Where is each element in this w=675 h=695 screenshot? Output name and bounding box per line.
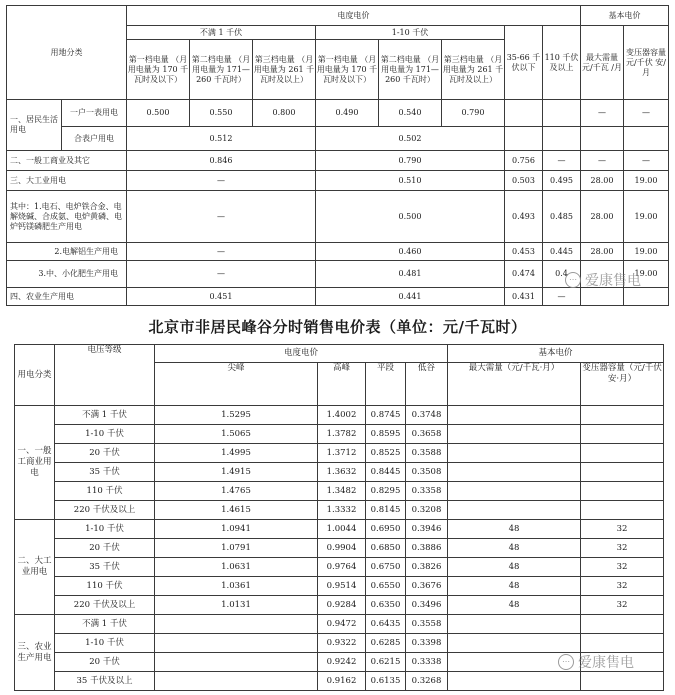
row-label: 其中：1.电石、电炉铁合金、电解烧碱、合成氨、电炉黄磷、电炉钙镁磷肥生产用电 bbox=[7, 191, 127, 243]
table-cell: 32 bbox=[581, 539, 664, 558]
table-cell: 0.3946 bbox=[406, 520, 448, 539]
table-row bbox=[15, 520, 664, 539]
table-cell: — bbox=[581, 151, 624, 171]
tier3-header: 第三档电量 （月用电量为 261 千瓦时及以上） bbox=[253, 40, 316, 100]
table-cell: 32 bbox=[581, 558, 664, 577]
table-cell: 0.9472 bbox=[318, 615, 366, 634]
table-cell: 48 bbox=[448, 539, 581, 558]
sharp-header: 尖峰 bbox=[155, 363, 318, 406]
table-cell: 19.00 bbox=[624, 243, 669, 261]
table-cell bbox=[505, 100, 543, 127]
table-cell: 0.6750 bbox=[366, 558, 406, 577]
table-cell: — bbox=[127, 171, 316, 191]
table-cell bbox=[543, 127, 581, 151]
table-cell bbox=[155, 672, 318, 691]
table-cell: 0.485 bbox=[543, 191, 581, 243]
watermark bbox=[558, 652, 634, 672]
table-cell bbox=[581, 482, 664, 501]
table-cell: 1.0044 bbox=[318, 520, 366, 539]
table-cell: — bbox=[543, 151, 581, 171]
table-cell: 32 bbox=[581, 520, 664, 539]
voltage-label: 不满 1 千伏 bbox=[55, 406, 155, 425]
page-title: 北京市非居民峰谷分时销售电价表（单位：元/千瓦时） bbox=[148, 318, 527, 336]
table-cell: 1.0361 bbox=[155, 577, 318, 596]
table-cell: 0.3496 bbox=[406, 596, 448, 615]
energy-price-header: 电度电价 bbox=[127, 6, 581, 26]
kv-35-66-header: 35-66 千伏以下 bbox=[505, 26, 543, 100]
table-cell: 48 bbox=[448, 520, 581, 539]
voltage-label: 1-10 千伏 bbox=[55, 520, 155, 539]
table-cell: 0.493 bbox=[505, 191, 543, 243]
tier2-header: 第二档电量 （月用电量为 171—260 千瓦时） bbox=[379, 40, 442, 100]
voltage-label: 110 千伏 bbox=[55, 577, 155, 596]
table-row bbox=[15, 482, 664, 501]
table-cell: 0.3676 bbox=[406, 577, 448, 596]
table-cell bbox=[581, 501, 664, 520]
table-cell: 0.8445 bbox=[366, 463, 406, 482]
category-label: 二、大工业用电 bbox=[15, 520, 55, 615]
table-cell bbox=[448, 634, 581, 653]
row-label: 3.中、小化肥生产用电 bbox=[7, 261, 127, 288]
table-cell: 0.431 bbox=[505, 288, 543, 306]
wechat-icon: ⋯ bbox=[565, 272, 581, 288]
table-cell: 0.8145 bbox=[366, 501, 406, 520]
table-cell bbox=[581, 463, 664, 482]
tier3-header: 第三档电量 （月用电量为 261 千瓦时及以上） bbox=[442, 40, 505, 100]
table-cell: 48 bbox=[448, 577, 581, 596]
table-cell: 0.512 bbox=[127, 127, 316, 151]
voltage-label: 220 千伏及以上 bbox=[55, 501, 155, 520]
voltage-label: 35 千伏 bbox=[55, 558, 155, 577]
table-cell: 0.3588 bbox=[406, 444, 448, 463]
table-cell: 1.5295 bbox=[155, 406, 318, 425]
table-cell: 1.4915 bbox=[155, 463, 318, 482]
table-row bbox=[15, 425, 664, 444]
category-label: 一、一般工商业用电 bbox=[15, 406, 55, 520]
table-cell bbox=[581, 288, 624, 306]
watermark-text: 爱康售电 bbox=[578, 655, 634, 671]
row-sublabel: 合表户用电 bbox=[62, 127, 127, 151]
table-row bbox=[15, 558, 664, 577]
table-cell: 19.00 bbox=[624, 171, 669, 191]
table-cell: 1.0941 bbox=[155, 520, 318, 539]
table-cell: — bbox=[127, 243, 316, 261]
table-cell: 0.481 bbox=[316, 261, 505, 288]
table-cell bbox=[543, 100, 581, 127]
table-cell: 48 bbox=[448, 558, 581, 577]
table-cell bbox=[581, 672, 664, 691]
table-row bbox=[15, 615, 664, 634]
voltage-label: 35 千伏 bbox=[55, 463, 155, 482]
voltage-label: 35 千伏及以上 bbox=[55, 672, 155, 691]
table-cell: 0.8525 bbox=[366, 444, 406, 463]
table-cell: 0.9284 bbox=[318, 596, 366, 615]
table-cell: 0.3358 bbox=[406, 482, 448, 501]
table-cell: 0.3886 bbox=[406, 539, 448, 558]
table-cell bbox=[581, 406, 664, 425]
tier1-header: 第一档电量 （月用电量为 170 千瓦时及以下） bbox=[316, 40, 379, 100]
table-cell: 0.9242 bbox=[318, 653, 366, 672]
table-cell: — bbox=[127, 261, 316, 288]
table-cell: 0.495 bbox=[543, 171, 581, 191]
table-cell: — bbox=[581, 100, 624, 127]
table-cell: 0.8295 bbox=[366, 482, 406, 501]
table-cell: 0.9322 bbox=[318, 634, 366, 653]
voltage-label: 20 千伏 bbox=[55, 539, 155, 558]
table-cell: 1.3782 bbox=[318, 425, 366, 444]
table-row bbox=[15, 444, 664, 463]
max-demand-header: 最大需量 元/千瓦 /月 bbox=[581, 26, 624, 100]
table-cell: 1.3482 bbox=[318, 482, 366, 501]
table-cell bbox=[581, 127, 624, 151]
table-cell: — bbox=[624, 151, 669, 171]
table-cell: 0.3658 bbox=[406, 425, 448, 444]
table-cell bbox=[448, 501, 581, 520]
land-use-header: 用地分类 bbox=[7, 6, 127, 100]
kv-1-10-header: 1-10 千伏 bbox=[316, 26, 505, 40]
voltage-label: 110 千伏 bbox=[55, 482, 155, 501]
table-cell: 19.00 bbox=[624, 191, 669, 243]
table-cell bbox=[581, 444, 664, 463]
energy-price-header: 电度电价 bbox=[155, 345, 448, 363]
table-cell: 0.490 bbox=[316, 100, 379, 127]
table-cell: 0.756 bbox=[505, 151, 543, 171]
table-cell: 0.3826 bbox=[406, 558, 448, 577]
transformer-header: 变压器容量（元/千伏安·月） bbox=[581, 363, 664, 406]
below-1kv-header: 不满 1 千伏 bbox=[127, 26, 316, 40]
row-label: 一、居民生活用电 bbox=[7, 100, 62, 151]
table-cell: 0.453 bbox=[505, 243, 543, 261]
table-row bbox=[15, 672, 664, 691]
table-cell: 1.4995 bbox=[155, 444, 318, 463]
table-cell: 1.3332 bbox=[318, 501, 366, 520]
tou-price-table bbox=[14, 344, 664, 691]
table-cell: 0.6550 bbox=[366, 577, 406, 596]
table-cell: 1.0631 bbox=[155, 558, 318, 577]
table-cell: 0.800 bbox=[253, 100, 316, 127]
table-cell: 0.460 bbox=[316, 243, 505, 261]
table-cell bbox=[448, 425, 581, 444]
peak-header: 高峰 bbox=[318, 363, 366, 406]
table-row bbox=[15, 539, 664, 558]
table-cell bbox=[448, 482, 581, 501]
table-row bbox=[15, 634, 664, 653]
table-cell: 0.3208 bbox=[406, 501, 448, 520]
valley-header: 低谷 bbox=[406, 363, 448, 406]
table-cell: 0.550 bbox=[190, 100, 253, 127]
table-cell: 0.3268 bbox=[406, 672, 448, 691]
table-cell: 0.846 bbox=[127, 151, 316, 171]
table-cell: 19.00 bbox=[624, 261, 669, 288]
table-cell bbox=[624, 288, 669, 306]
voltage-label: 1-10 千伏 bbox=[55, 634, 155, 653]
table-cell: 0.6350 bbox=[366, 596, 406, 615]
basic-price-header: 基本电价 bbox=[448, 345, 664, 363]
table-cell: 0.3338 bbox=[406, 653, 448, 672]
table-cell: 0.4 bbox=[543, 261, 581, 288]
table-cell: 0.540 bbox=[379, 100, 442, 127]
wechat-icon: ⋯ bbox=[558, 654, 574, 670]
table-cell: 0.3508 bbox=[406, 463, 448, 482]
table-cell bbox=[581, 425, 664, 444]
table-cell: 0.6435 bbox=[366, 615, 406, 634]
table-cell: 32 bbox=[581, 596, 664, 615]
watermark bbox=[565, 270, 641, 290]
voltage-label: 1-10 千伏 bbox=[55, 425, 155, 444]
category-label: 三、农业生产用电 bbox=[15, 615, 55, 691]
table-cell: 0.500 bbox=[127, 100, 190, 127]
row-label: 三、大工业用电 bbox=[7, 171, 127, 191]
table-cell: 32 bbox=[581, 577, 664, 596]
table-cell: 0.6950 bbox=[366, 520, 406, 539]
flat-header: 平段 bbox=[366, 363, 406, 406]
table-cell: 0.451 bbox=[127, 288, 316, 306]
table-cell bbox=[155, 634, 318, 653]
table-cell: 28.00 bbox=[581, 191, 624, 243]
table-cell: — bbox=[127, 191, 316, 243]
table-cell bbox=[505, 127, 543, 151]
table-cell: 0.6135 bbox=[366, 672, 406, 691]
table-cell: 0.3558 bbox=[406, 615, 448, 634]
table-cell: 0.441 bbox=[316, 288, 505, 306]
tier1-header: 第一档电量 （月用电量为 170 千瓦时及以下） bbox=[127, 40, 190, 100]
table-cell bbox=[448, 463, 581, 482]
table-cell: 1.0131 bbox=[155, 596, 318, 615]
table-cell: 0.9514 bbox=[318, 577, 366, 596]
table-cell: 0.9764 bbox=[318, 558, 366, 577]
table-cell: 0.502 bbox=[316, 127, 505, 151]
table-cell bbox=[155, 653, 318, 672]
table-cell: 0.474 bbox=[505, 261, 543, 288]
table-cell: 0.8745 bbox=[366, 406, 406, 425]
row-label: 四、农业生产用电 bbox=[7, 288, 127, 306]
row-label: 二、一般工商业及其它 bbox=[7, 151, 127, 171]
table-cell: 0.510 bbox=[316, 171, 505, 191]
table-cell bbox=[448, 615, 581, 634]
category-header: 用电分类 bbox=[15, 345, 55, 406]
voltage-label: 20 千伏 bbox=[55, 653, 155, 672]
voltage-label: 220 千伏及以上 bbox=[55, 596, 155, 615]
table-cell: 0.500 bbox=[316, 191, 505, 243]
table-cell: 28.00 bbox=[581, 243, 624, 261]
table-cell: 0.503 bbox=[505, 171, 543, 191]
table-cell bbox=[448, 444, 581, 463]
table-cell: 1.4002 bbox=[318, 406, 366, 425]
table-cell: 0.790 bbox=[442, 100, 505, 127]
table-row bbox=[15, 463, 664, 482]
table-cell: 0.9162 bbox=[318, 672, 366, 691]
table-cell: 1.0791 bbox=[155, 539, 318, 558]
table-cell: 0.6215 bbox=[366, 653, 406, 672]
voltage-header: 电压等级 bbox=[55, 345, 155, 406]
watermark-text: 爱康售电 bbox=[585, 273, 641, 289]
table-cell: 48 bbox=[448, 596, 581, 615]
table-cell bbox=[155, 615, 318, 634]
table-row bbox=[15, 406, 664, 425]
table-cell: 1.3712 bbox=[318, 444, 366, 463]
table-cell bbox=[448, 406, 581, 425]
table-cell bbox=[581, 634, 664, 653]
table-row bbox=[15, 577, 664, 596]
tier2-header: 第二档电量 （月用电量为 171—260 千瓦时） bbox=[190, 40, 253, 100]
table-cell: — bbox=[624, 100, 669, 127]
table-cell: 0.6285 bbox=[366, 634, 406, 653]
max-demand-header: 最大需量（元/千瓦·月） bbox=[448, 363, 581, 406]
table-cell: 0.790 bbox=[316, 151, 505, 171]
table-row bbox=[15, 596, 664, 615]
table-cell bbox=[448, 672, 581, 691]
table-cell: 0.3748 bbox=[406, 406, 448, 425]
table-cell: 1.4765 bbox=[155, 482, 318, 501]
table-cell: — bbox=[543, 288, 581, 306]
table-row bbox=[15, 501, 664, 520]
table-cell: 28.00 bbox=[581, 171, 624, 191]
residential-price-table bbox=[6, 5, 669, 306]
row-sublabel: 一户一表用电 bbox=[62, 100, 127, 127]
table-cell: 1.4615 bbox=[155, 501, 318, 520]
table-cell: 1.5065 bbox=[155, 425, 318, 444]
table-cell: 0.8595 bbox=[366, 425, 406, 444]
voltage-label: 不满 1 千伏 bbox=[55, 615, 155, 634]
table-cell: 0.3398 bbox=[406, 634, 448, 653]
table-cell: 0.445 bbox=[543, 243, 581, 261]
table-cell bbox=[581, 615, 664, 634]
transformer-header: 变压器容量 元/千伏 安/月 bbox=[624, 26, 669, 100]
table-cell bbox=[624, 127, 669, 151]
basic-price-header: 基本电价 bbox=[581, 6, 669, 26]
table-cell: 1.3632 bbox=[318, 463, 366, 482]
voltage-label: 20 千伏 bbox=[55, 444, 155, 463]
table-cell: 0.6850 bbox=[366, 539, 406, 558]
kv-110-header: 110 千伏及以上 bbox=[543, 26, 581, 100]
table-cell: 0.9904 bbox=[318, 539, 366, 558]
row-label: 2.电解铝生产用电 bbox=[7, 243, 127, 261]
